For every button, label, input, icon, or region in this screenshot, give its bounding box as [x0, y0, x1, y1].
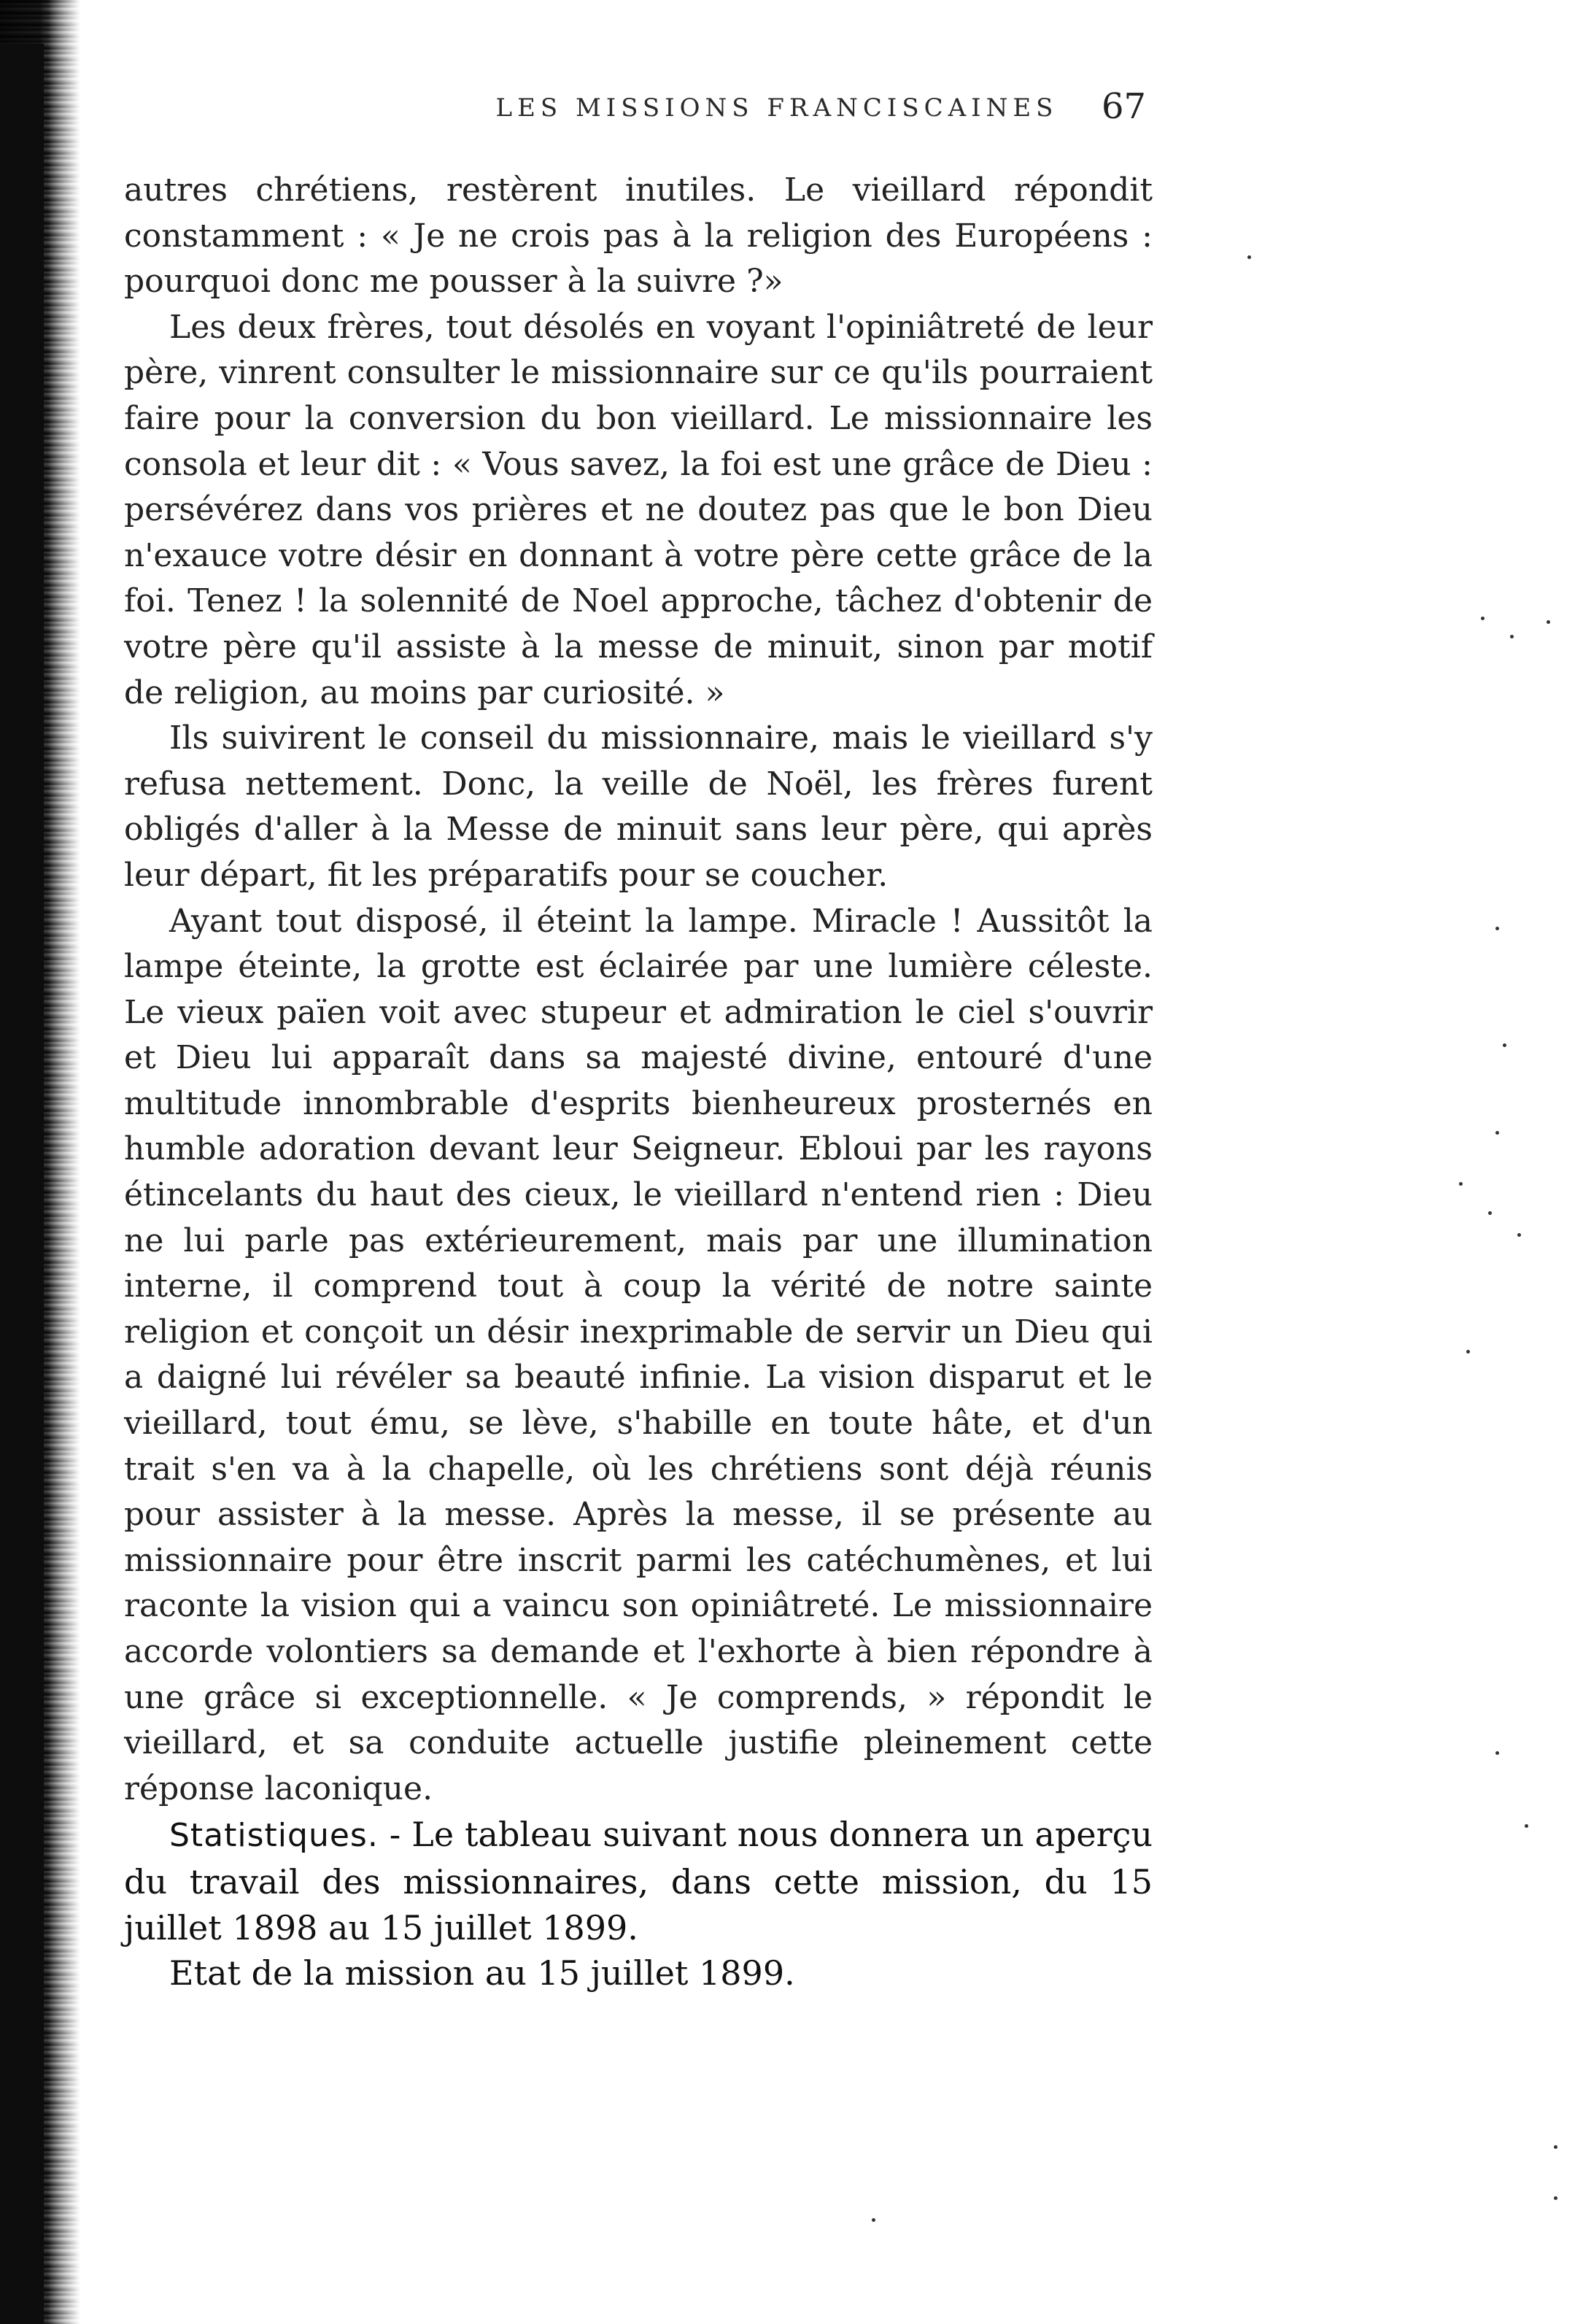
scan-binding-shadow — [0, 44, 44, 2324]
page-number: 67 — [1102, 86, 1147, 127]
paragraph: Les deux frères, tout désolés en voyant l'opiniâtreté de leur père, vinrent consulter le missionnaire sur ce qu'ils pourraient faire pour la conversion du bon vieillard. Le missionnaire les consola et leur dit : « Vous savez, la foi est une grâce de Dieu : persévérez dans vos prières et ne doutez pas que le bon Dieu n'exauce votre désir en donnant à votre père cette grâce de la foi. Tenez ! la solennité de Noel approche, tâchez d'obtenir de votre père qu'il assiste à la messe de minuit, sinon par motif de religion, au moins par curiosité. » — [124, 308, 1153, 711]
paragraph — [124, 1812, 1153, 1950]
scan-speck — [1495, 1751, 1499, 1755]
scan-speck — [1554, 2145, 1557, 2149]
paragraph: autres chrétiens, restèrent inutiles. Le vieillard répondit constamment : « Je ne crois pas à la religion des Européens : pourquoi donc me pousser à la suivre ?» — [124, 171, 1153, 301]
scan-speck — [1459, 1182, 1463, 1186]
paragraph: Etat de la mission au 15 juillet 1899. — [169, 1953, 795, 1993]
scan-speck — [872, 2218, 875, 2222]
page-body — [124, 168, 1153, 1996]
running-header — [372, 93, 1182, 123]
scan-speck — [1495, 1131, 1499, 1135]
scan-speck — [1510, 635, 1514, 638]
paragraph-text: - Le tableau suivant nous donnera un aperçu du travail des missionnaires, dans cette mission, du 15 juillet 1898 au 15 juillet 1899. — [124, 1815, 1153, 1947]
paragraph: Ayant tout disposé, il éteint la lampe. Miracle ! Aussitôt la lampe éteinte, la grotte est éclairée par une lumière céleste. Le vieux païen voit avec stupeur et admiration le ciel s'ouvrir et Dieu lui apparaît dans sa majesté divine, entouré d'une multitude innombrable d'esprits bienheureux prosternés en humble adoration devant leur Seigneur. Ebloui par les rayons étincelants du haut des cieux, le vieillard n'entend rien : Dieu ne lui parle pas extérieurement, mais par une illumination interne, il comprend tout à coup la vérité de notre sainte religion et conçoit un désir inexprimable de servir un Dieu qui a daigné lui révéler sa beauté infinie. La vision disparut et le vieillard, tout ému, se lève, s'habille en toute hâte, et d'un trait s'en va à la chapelle, où les chrétiens sont déjà réunis pour assister à la messe. Après la messe, il se présente au missionnaire pour être inscrit parmi les catéchumènes, et lui raconte la vision qui a vaincu son opiniâtreté. Le missionnaire accorde volontiers sa demande et l'exhorte à bien répondre à une grâce si exceptionnelle. « Je comprends, » répondit le vieillard, et sa conduite actuelle justifie pleinement cette réponse laconique. — [124, 902, 1153, 1807]
scan-speck — [1503, 1043, 1506, 1047]
scan-speck — [1517, 1233, 1521, 1237]
scan-speck — [1495, 927, 1499, 930]
scan-speck — [1554, 2196, 1557, 2200]
scan-speck — [1466, 1350, 1470, 1354]
scan-speck — [1525, 1824, 1528, 1828]
scan-speck — [1547, 620, 1550, 624]
section-heading: Statistiques. — [169, 1817, 379, 1855]
paragraph: Ils suivirent le conseil du missionnaire, mais le vieillard s'y refusa nettement. Donc, la veille de Noël, les frères furent obligés d'aller à la Messe de minuit sans leur père, qui après leur départ, fit les préparatifs pour se coucher. — [124, 719, 1153, 894]
scan-speck — [1488, 1211, 1492, 1215]
scan-speck — [1481, 617, 1485, 620]
scan-speck — [1247, 255, 1251, 259]
running-title: LES MISSIONS FRANCISCAINES — [495, 93, 1058, 123]
